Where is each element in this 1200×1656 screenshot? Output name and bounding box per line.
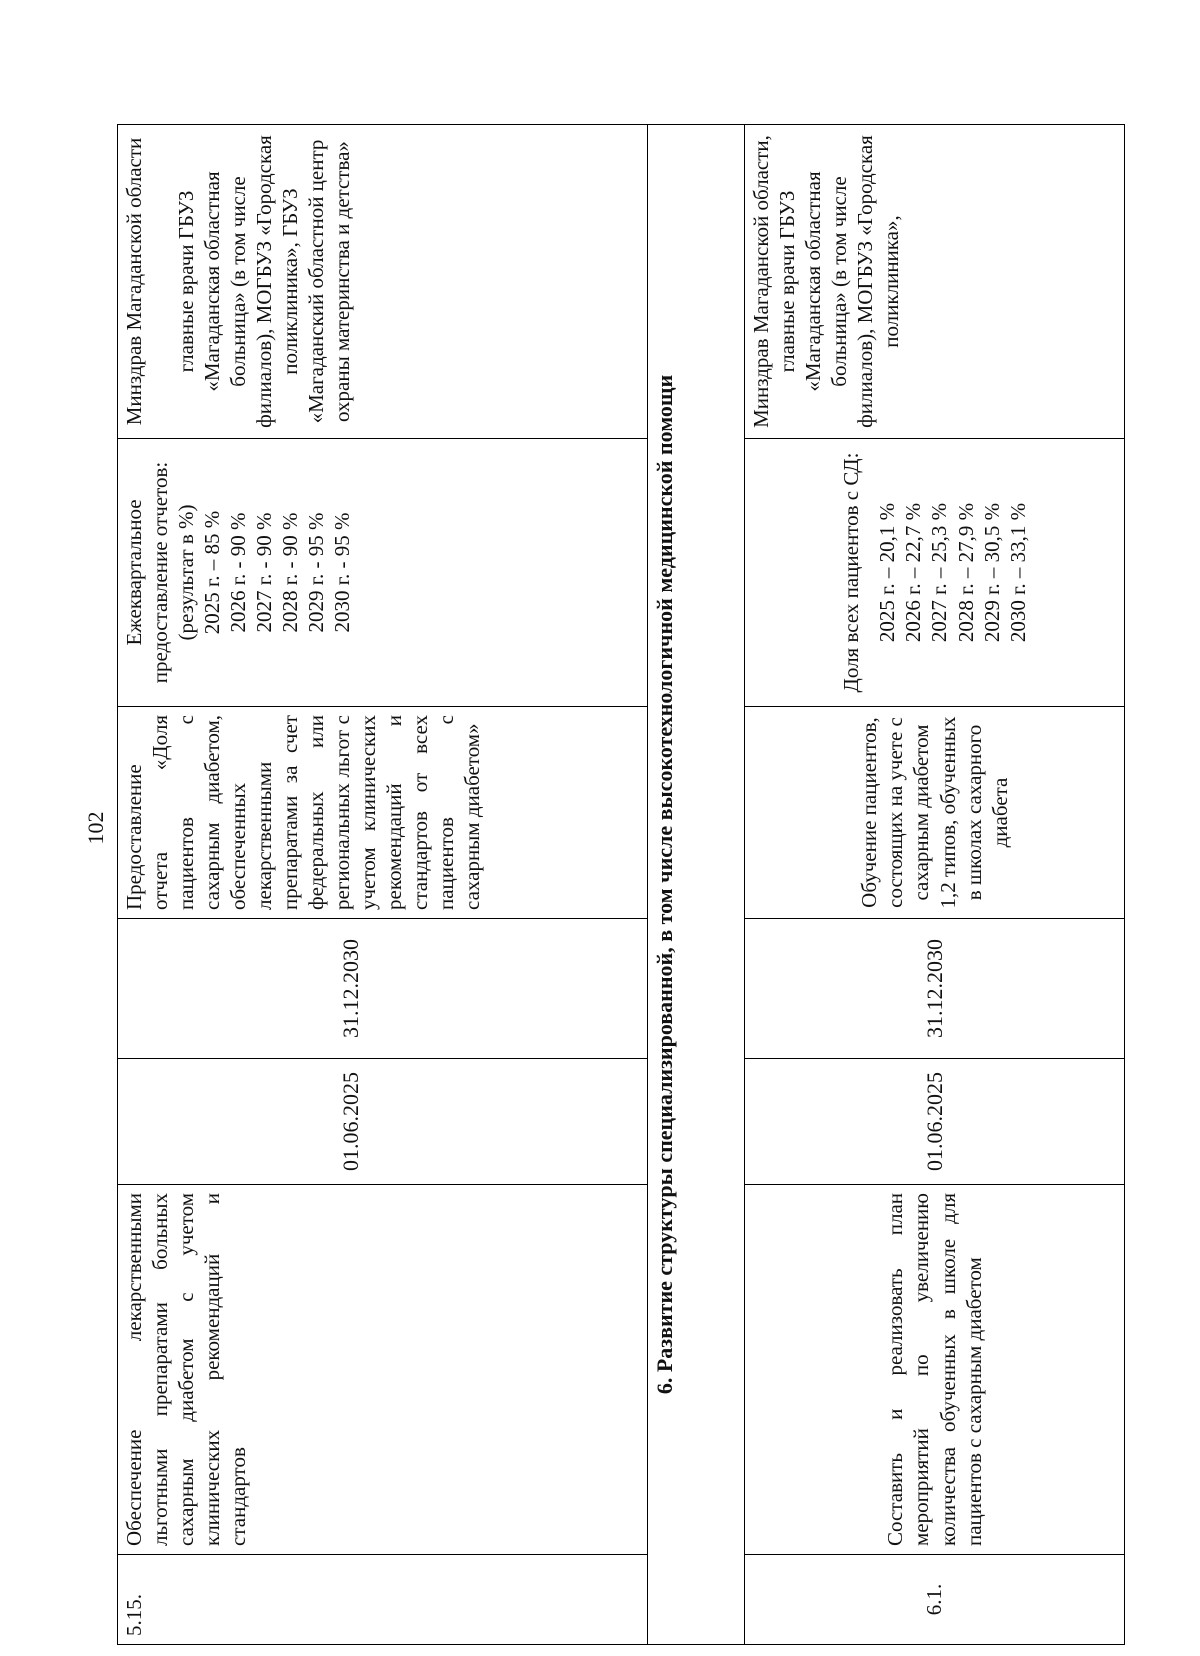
indicator-line: 2030 г. – 33,1 % <box>1005 502 1030 643</box>
row-number: 6.1. <box>745 1555 1125 1645</box>
page-number: 102 <box>83 811 108 845</box>
indicator-line: 2026 г. - 90 % <box>226 512 251 633</box>
indicator-line: 2029 г. – 30,5 % <box>979 502 1004 643</box>
start-date: 01.06.2025 <box>338 1072 363 1171</box>
indicator-line: 2025 г. – 85 % <box>200 510 225 635</box>
indicator-line: 2029 г. - 95 % <box>304 512 329 633</box>
indicator-line: 2030 г. - 95 % <box>330 512 355 633</box>
indicator-cell <box>745 439 1125 707</box>
table-row-5-15 <box>118 125 648 1645</box>
indicator-line: 2026 г. – 22,7 % <box>901 502 926 643</box>
activity-cell: Обеспечение лекарственными льготными препаратами больных сахарным диабетом с учетом клинических рекомендаций и стандартов <box>118 1185 648 1555</box>
indicator-line: 2027 г. - 90 % <box>252 512 277 633</box>
responsible-cell <box>118 125 648 439</box>
indicator-line: 2025 г. – 20,1 % <box>875 502 900 643</box>
start-date-cell <box>118 1059 648 1185</box>
action-plan-table <box>117 124 1125 1645</box>
end-date: 31.12.2030 <box>338 939 363 1038</box>
indicator-line: Доля всех пациентов с СД: <box>839 452 864 693</box>
indicator-line: 2027 г. – 25,3 % <box>927 502 952 643</box>
responsible-ministry: Минздрав Магаданской области <box>122 137 146 426</box>
indicator-line: Ежеквартальное предоставление отчетов: <box>122 461 173 684</box>
indicator-line: 2028 г. – 27,9 % <box>953 502 978 643</box>
responsible-institutions: главные врачи ГБУЗ «Магаданская областная больница» (в том числе филиалов), МОГБУЗ «Городская поликлиника», ГБУЗ «Магаданский областной центр охраны материнства и детства» <box>174 135 355 428</box>
section-heading-row <box>648 125 745 1645</box>
section-title: 6. Развитие структуры специализированной, в том числе высокотехнологичной медицинской помощи <box>648 125 745 1645</box>
indicator-line: 2028 г. - 90 % <box>278 512 303 633</box>
rotated-page-content <box>117 125 1117 1645</box>
indicator-cell <box>118 439 648 707</box>
end-date: 31.12.2030 <box>745 919 1125 1059</box>
end-date-cell <box>118 919 648 1059</box>
result-cell: Обучение пациентов, состоящих на учете с сахарным диабетом 1,2 типов, обученных в школах сахарного диабета <box>745 707 1125 919</box>
result-cell: Предоставление отчета «Доля пациентов с сахарным диабетом, обеспеченных лекарственными препаратами за счет федеральных или региональных льгот с учетом клинических рекомендаций и стандартов от всех пациентов с сахарным диабетом» <box>118 707 648 919</box>
indicator-line: (результат в %) <box>174 504 199 641</box>
table-row-6-1 <box>745 125 1125 1645</box>
row-number: 5.15. <box>118 1555 648 1645</box>
activity-cell: Составить и реализовать план мероприятий по увеличению количества обученных в школе для пациентов с сахарным диабетом <box>745 1185 1125 1555</box>
responsible-cell: Минздрав Магаданской области, главные врачи ГБУЗ «Магаданская областная больница» (в том числе филиалов), МОГБУЗ «Городская поликлиника», <box>745 125 1125 439</box>
start-date: 01.06.2025 <box>745 1059 1125 1185</box>
